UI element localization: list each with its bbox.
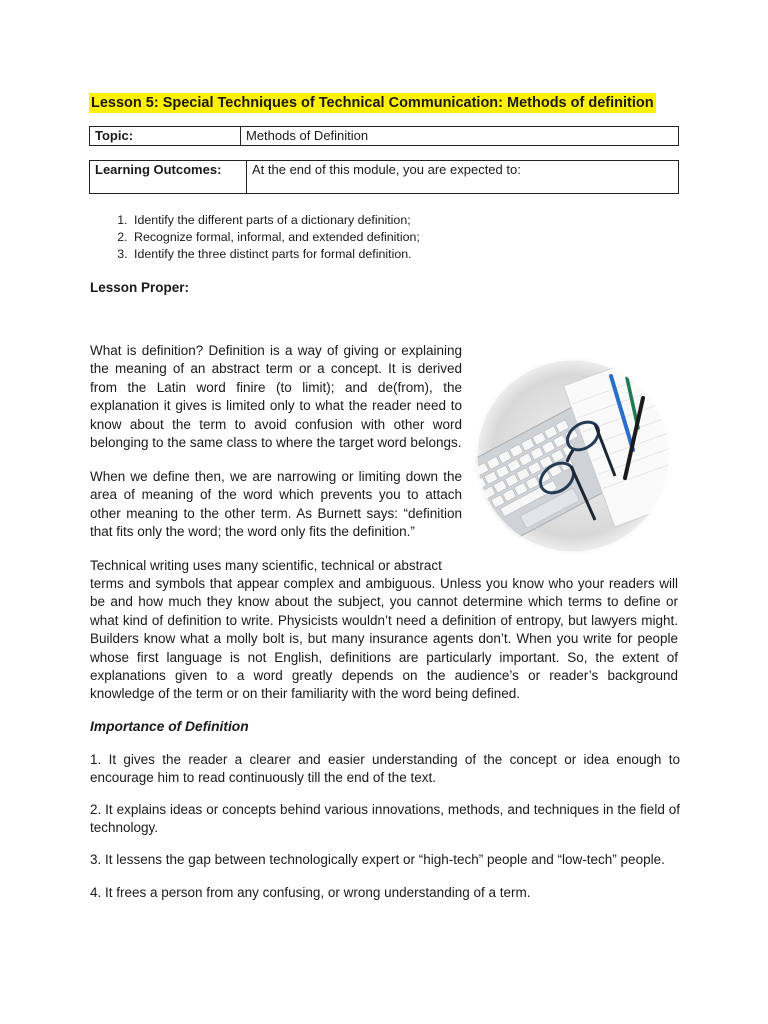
narrowing-paragraph: When we define then, we are narrowing or limiting down the area of meaning of the word which prevents you to attach other meaning to the other term. As Burnett says: “definition that fits only the word; the word only fits the definition.” [90, 469, 462, 540]
learning-outcomes-intro: At the end of this module, you are expected to: [247, 161, 679, 194]
list-item: 2. It explains ideas or concepts behind various innovations, methods, and techniques in the field of technology. [90, 802, 680, 836]
learning-outcomes-label: Learning Outcomes: [90, 161, 247, 194]
list-item: 2. Recognize formal, informal, and extended definition; [131, 229, 691, 246]
lesson-title: Lesson 5: Special Techniques of Technical Communication: Methods of definition [91, 95, 654, 111]
learning-outcomes-table [89, 160, 679, 194]
technical-writing-paragraph: terms and symbols that appear complex and ambiguous. Unless you know who your readers will be and how much they know about the subject, you cannot determine which terms to define or what kind of definition to write. Physicists wouldn’t need a definition of entropy, but lawyers might. Builders know what a molly bolt is, but many insurance agents don’t. When you write for people whose first language is not English, definitions are particularly important. So, the extent of explanations given to a word greatly depends on the audience’s or reader’s background knowledge of the term or on their familiarity with the word being defined. [90, 576, 678, 702]
topic-value: Methods of Definition [241, 127, 679, 146]
list-item: 3. It lessens the gap between technologically expert or “high-tech” people and “low-tech” people. [90, 852, 665, 867]
laptop-glasses-photo [475, 358, 671, 554]
list-item: 4. It frees a person from any confusing, or wrong understanding of a term. [90, 885, 531, 900]
lesson-proper-heading: Lesson Proper: [90, 280, 190, 295]
learning-outcomes-list [112, 212, 691, 263]
list-item: 1. It gives the reader a clearer and easier understanding of the concept or idea enough to encourage him to read continuously till the end of the text. [90, 752, 680, 786]
topic-label: Topic: [90, 127, 241, 146]
definition-paragraph: What is definition? Definition is a way of giving or explaining the meaning of an abstract term or a concept. It is derived from the Latin word finire (to limit); and de(from), the explanation it gives is limited only to what the reader need to know about the term to avoid confusion with other word belonging to the same class to where the target word belongs. [90, 343, 462, 451]
topic-table [89, 126, 679, 146]
laptop-glasses-illustration [475, 358, 671, 554]
list-item: 1. Identify the different parts of a dictionary definition; [131, 212, 691, 229]
importance-heading: Importance of Definition [90, 719, 249, 734]
technical-writing-paragraph-start: Technical writing uses many scientific, technical or abstract [90, 558, 442, 573]
list-item: 3. Identify the three distinct parts for formal definition. [131, 246, 691, 263]
